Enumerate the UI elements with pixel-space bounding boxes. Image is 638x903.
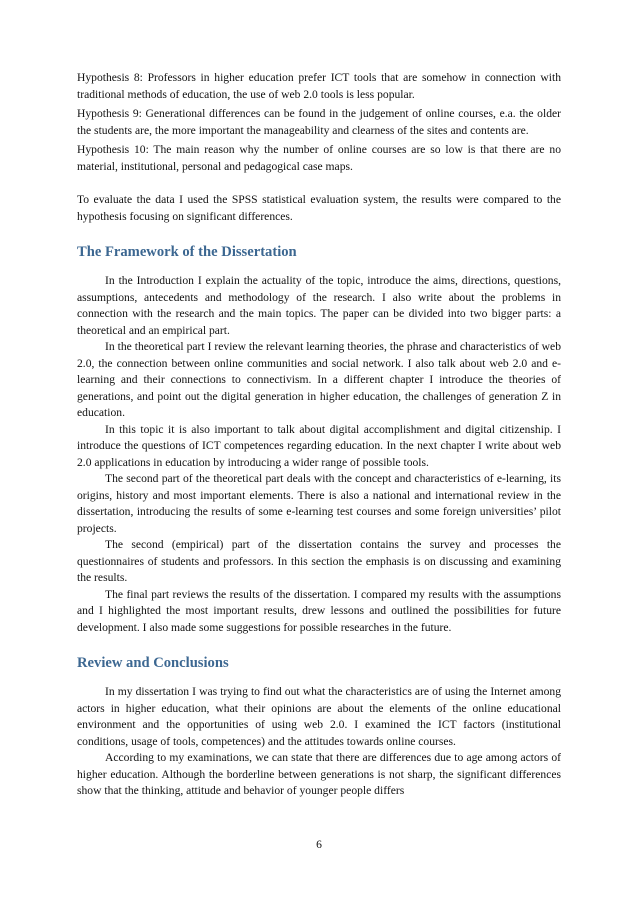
review-paragraph-2: According to my examinations, we can state that there are differences due to age among actors of higher education. Although the borderline between generations is not sharp, the significant differences show that the thinking, attitude and behavior of younger people differs xyxy=(77,751,561,797)
hypothesis-10: Hypothesis 10: The main reason why the number of online courses are so low is that there are no material, institutional, personal and pedagogical case maps. xyxy=(77,143,561,173)
spacer xyxy=(77,178,561,192)
evaluation-paragraph: To evaluate the data I used the SPSS statistical evaluation system, the results were compared to the hypothesis focusing on significant differences. xyxy=(77,193,561,223)
hypothesis-8: Hypothesis 8: Professors in higher education prefer ICT tools that are somehow in connection with traditional methods of education, the use of web 2.0 tools is less popular. xyxy=(77,71,561,101)
review-paragraph-1: In my dissertation I was trying to find out what the characteristics are of using the Internet among actors in higher education, what their opinions are about the elements of the online educational environment and the opportunities of using web 2.0. I examined the ICT factors (institutional conditions, usage of tools, competences) and the attitudes towards online courses. xyxy=(77,685,561,748)
framework-paragraph-6: The final part reviews the results of the dissertation. I compared my results with the assumptions and I highlighted the most important results, drew lessons and outlined the possibilities for future development. I also made some suggestions for possible researches in the future. xyxy=(77,587,561,634)
page-number: 6 xyxy=(316,838,322,851)
framework-paragraph-2: In the theoretical part I review the relevant learning theories, the phrase and characteristics of web 2.0, the connection between online communities and social network. I also talk about web 2.0 and e-learning and their connections to connectivism. In a different chapter I introduce the theories of generations, and point out the digital generation in higher education, the challenges of generation Z in education. xyxy=(77,340,561,419)
framework-paragraph-4: The second part of the theoretical part deals with the concept and characteristics of e-learning, its origins, history and most important elements. There is also a national and international review in the dissertation, introducing the results of some e-learning test courses and some foreign universities’ pilot projects. xyxy=(77,472,561,535)
framework-paragraph-1: In the Introduction I explain the actuality of the topic, introduce the aims, directions, questions, assumptions, antecedents and methodology of the research. I also write about the problems in connection with the research and the main topics. The paper can be divided into two bigger parts: a theoretical and an empirical part. xyxy=(77,274,561,337)
framework-heading: The Framework of the Dissertation xyxy=(77,244,297,260)
framework-paragraph-5: The second (empirical) part of the dissertation contains the survey and processes the questionnaires of students and professors. In this section the emphasis is on discussing and examining the results. xyxy=(77,538,561,584)
framework-paragraph-3: In this topic it is also important to talk about digital accomplishment and digital citizenship. I introduce the questions of ICT competences regarding education. In the next chapter I write about web 2.0 applications in education by introducing a wider range of possible tools. xyxy=(77,422,561,469)
document-page xyxy=(77,70,561,800)
hypothesis-9: Hypothesis 9: Generational differences can be found in the judgement of online courses, e.a. the older the students are, the more important the manageability and clearness of the sites and contents are. xyxy=(77,107,561,137)
review-heading: Review and Conclusions xyxy=(77,655,229,671)
